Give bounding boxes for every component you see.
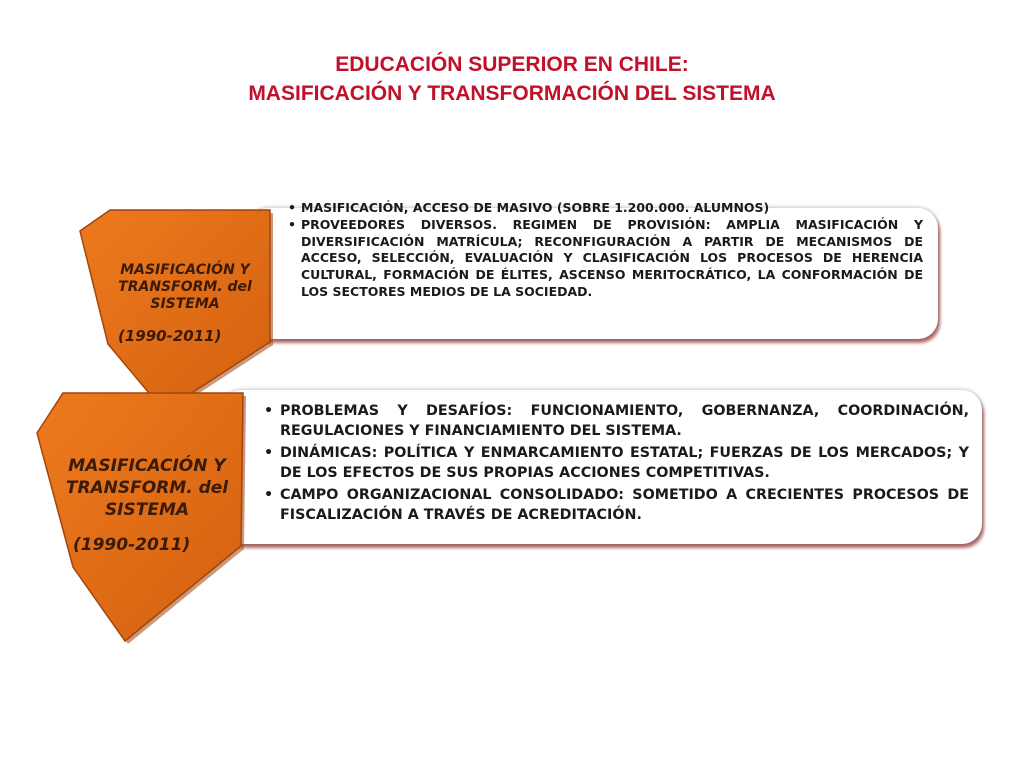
bullet-item: • CAMPO ORGANIZACIONAL CONSOLIDADO: SOMETIDO A CRECIENTES PROCESOS DE FISCALIZACIÓN A TRAVÉS DE ACREDITACIÓN. xyxy=(277,485,969,526)
chevron-label-1: MASIFICACIÓN Y TRANSFORM. del SISTEMA xyxy=(118,262,252,312)
bullet-item: • PROBLEMAS Y DESAFÍOS: FUNCIONAMIENTO, GOBERNANZA, COORDINACIÓN, REGULACIONES Y FINANCIAMIENTO DEL SISTEMA. xyxy=(277,401,969,442)
title-line-1: EDUCACIÓN SUPERIOR EN CHILE: xyxy=(335,53,689,76)
bullet-item: • PROVEEDORES DIVERSOS. REGIMEN DE PROVISIÓN: AMPLIA MASIFICACIÓN Y DIVERSIFICACIÓN MATRÍCULA; RECONFIGURACIÓN A PARTIR DE MECANISMOS DE ACCESO, SELECCIÓN, EVALUACIÓN Y CLASIFICACIÓN LOS PROCESOS DE HERENCIA CULTURAL, FORMACIÓN DE ÉLITES, ASCENSO MERITOCRÁTICO, LA CONFORMACIÓN DE LOS SECTORES MEDIOS DE LA SOCIEDAD. xyxy=(299,217,923,301)
slide-title xyxy=(0,50,1024,108)
bullet-list-2 xyxy=(277,401,969,526)
bullet-item: • DINÁMICAS: POLÍTICA Y ENMARCAMIENTO ESTATAL; FUERZAS DE LOS MERCADOS; Y DE LOS EFECTOS DE SUS PROPIAS ACCIONES COMPETITIVAS. xyxy=(277,443,969,484)
bullet-list-1 xyxy=(299,200,923,301)
chevron-label-2: MASIFICACIÓN Y TRANSFORM. del SISTEMA xyxy=(65,456,229,520)
bullet-item: • MASIFICACIÓN, ACCESO DE MASIVO (SOBRE 1.200.000. ALUMNOS) xyxy=(299,200,923,217)
years-label-2: (1990-2011) xyxy=(73,535,191,555)
years-label-1: (1990-2011) xyxy=(118,327,222,345)
title-line-2: MASIFICACIÓN Y TRANSFORMACIÓN DEL SISTEMA xyxy=(248,82,776,105)
